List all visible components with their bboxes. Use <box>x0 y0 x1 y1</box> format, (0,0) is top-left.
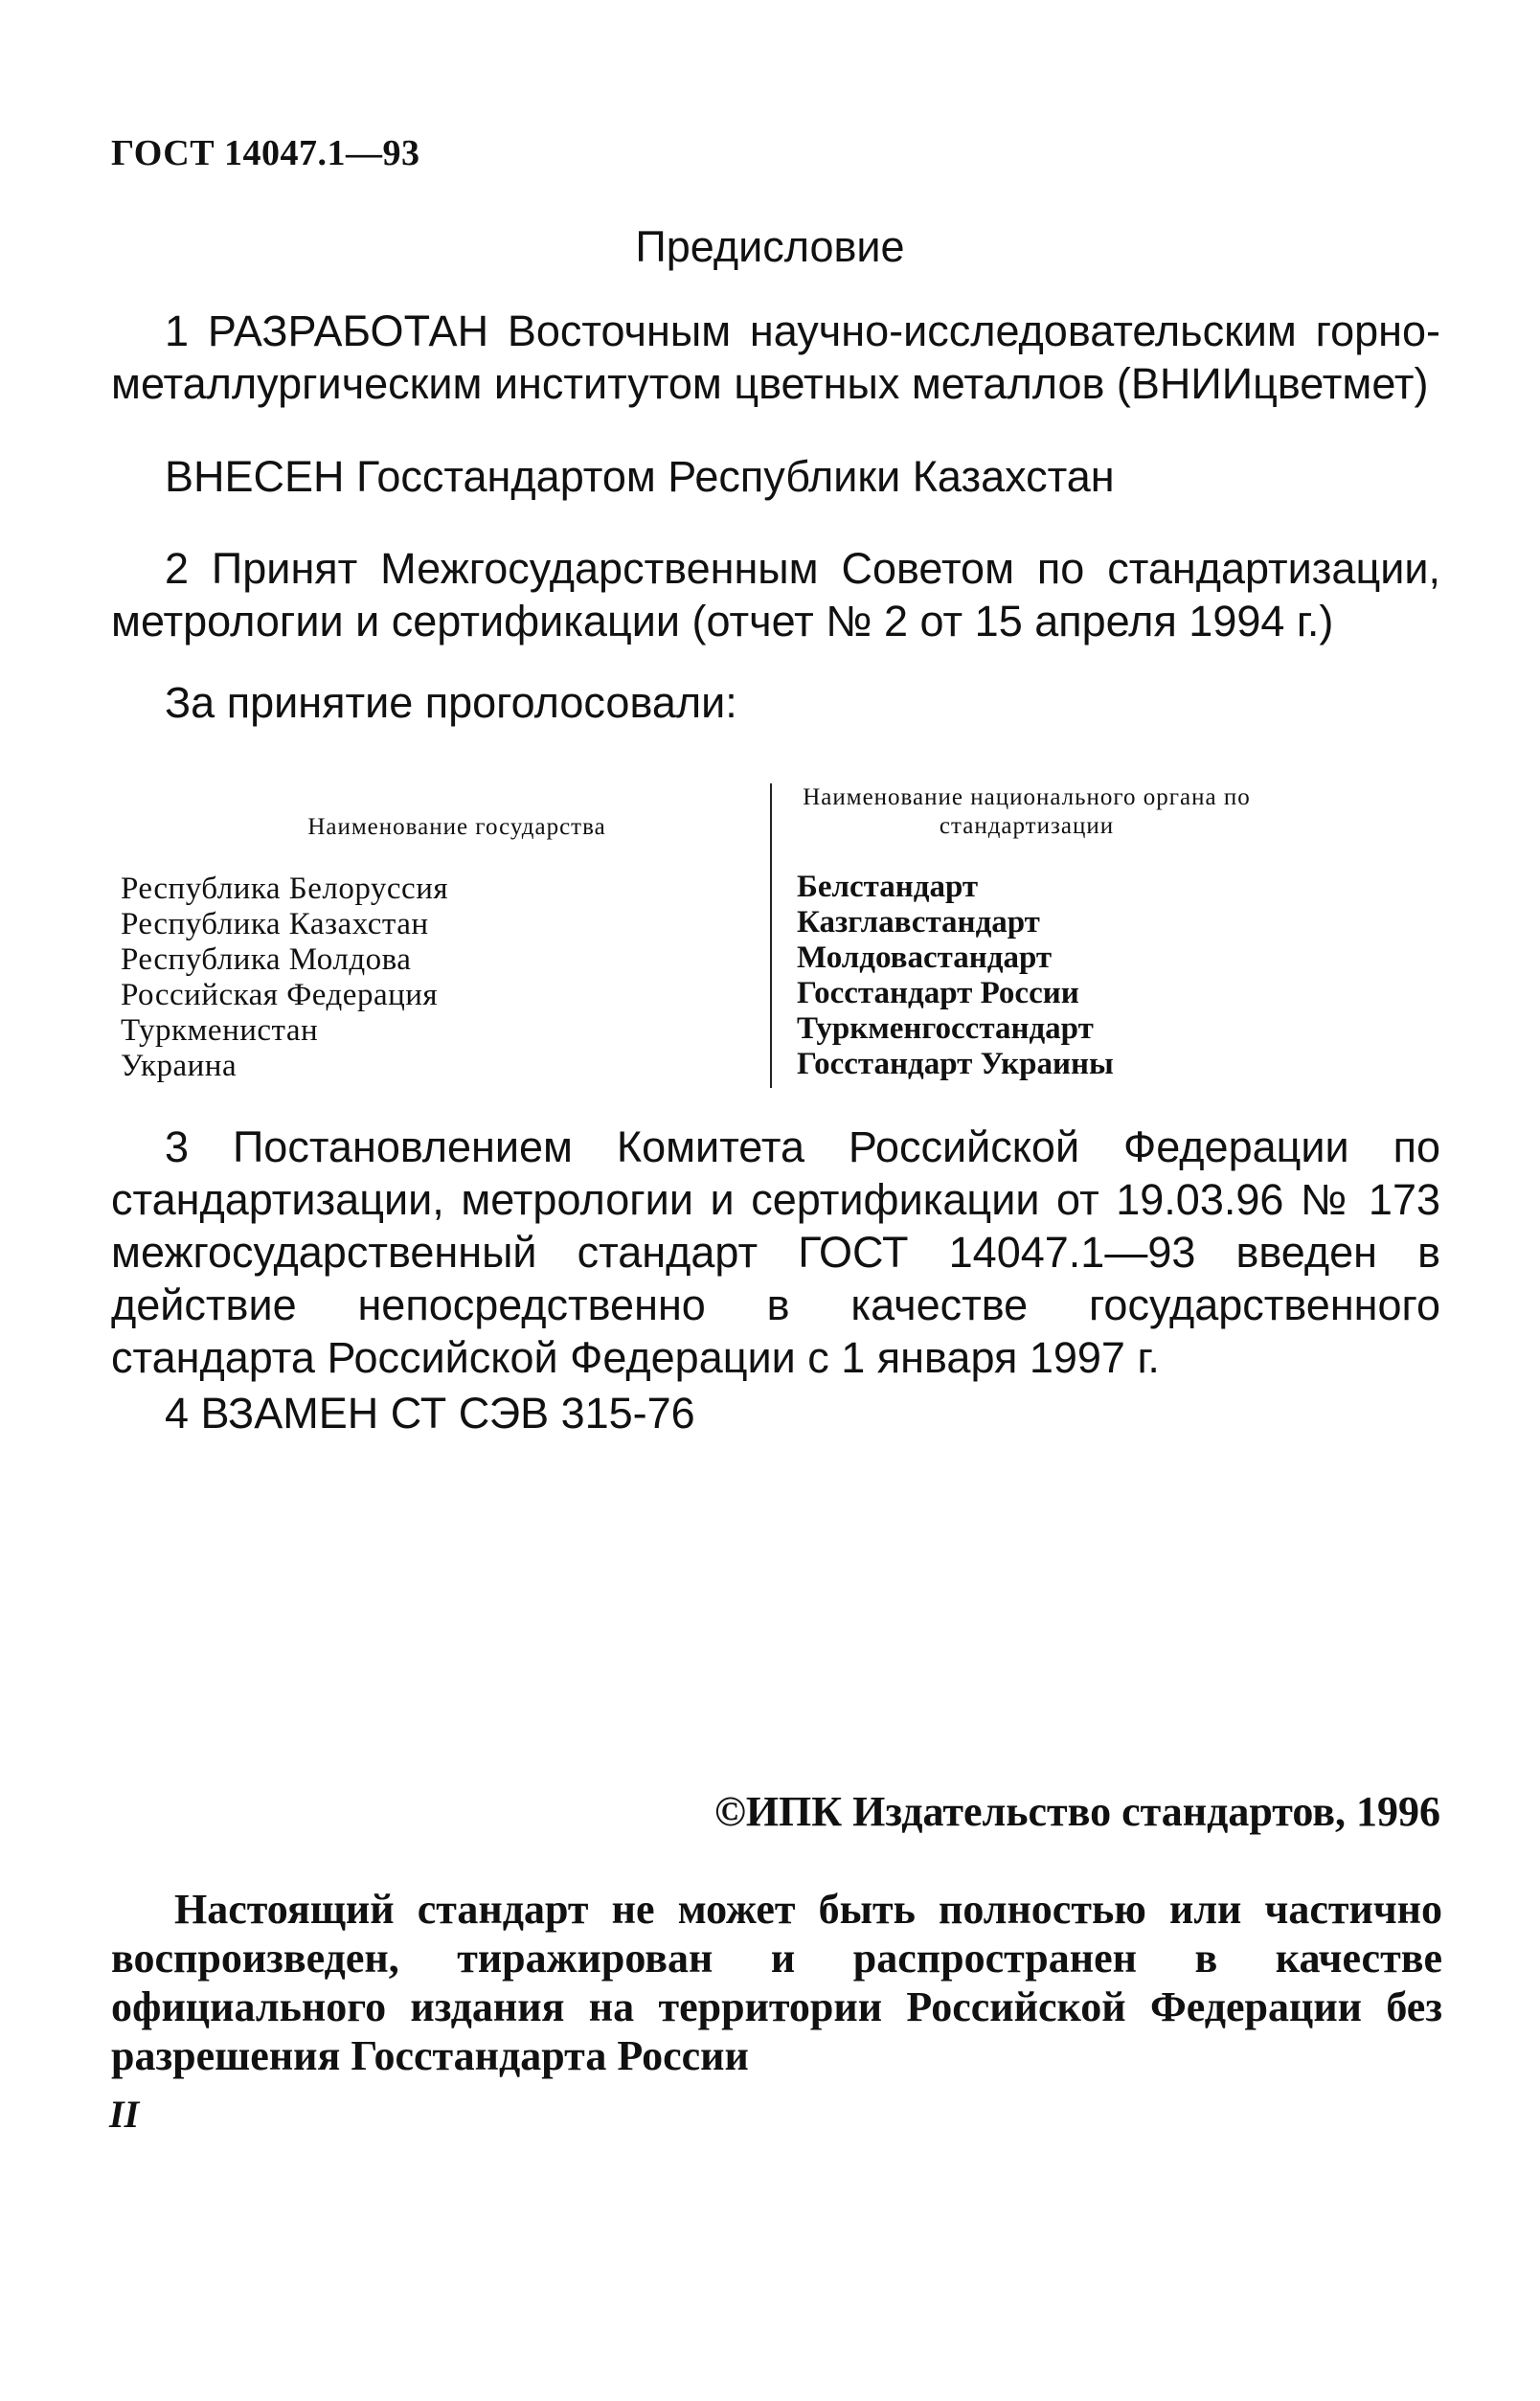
state-name: Туркменистан <box>121 1013 319 1048</box>
state-list <box>121 872 764 1084</box>
paragraph-voted-intro: За принятие проголосовали: <box>165 678 737 727</box>
page-number: II <box>109 2093 140 2136</box>
vote-table <box>121 783 1251 1088</box>
state-name: Республика Молдова <box>121 942 412 977</box>
standards-body-name: Госстандарт Украины <box>797 1047 1114 1081</box>
copyright-line: ©ИПК Издательство стандартов, 1996 <box>713 1788 1440 1835</box>
paragraph-introduced: ВНЕСЕН Госстандартом Республики Казахстан <box>165 452 1115 501</box>
state-name: Республика Белоруссия <box>121 872 449 906</box>
standards-body-name: Казглавстандарт <box>797 905 1040 940</box>
vote-table-body-column <box>797 783 1251 1082</box>
state-name: Российская Федерация <box>121 978 439 1012</box>
paragraph-replaces: 4 ВЗАМЕН СТ СЭВ 315-76 <box>165 1389 695 1438</box>
page-title: Предисловие <box>635 222 905 271</box>
state-name: Республика Казахстан <box>121 907 429 941</box>
reproduction-notice: Настоящий стандарт не может быть полностью или частично воспроизведен, тиражирован и распространен в качестве официального издания на территории Российской Федерации без разрешения Госстандарта России <box>111 1886 1442 2079</box>
vote-table-divider <box>770 783 772 1088</box>
standards-body-name: Молдовастандарт <box>797 940 1053 975</box>
standards-body-name: Госстандарт России <box>797 976 1079 1010</box>
document-id: ГОСТ 14047.1—93 <box>111 133 420 173</box>
vote-table-state-column <box>121 783 764 1084</box>
paragraph-decree: 3 Постановлением Комитета Российской Федерации по стандартизации, метрологии и сертификации от 19.03.96 № 173 межгосударственный стандарт ГОСТ 14047.1—93 введен в действие непосредственно в качестве государственного стандарта Российской Федерации с 1 января 1997 г. <box>111 1122 1440 1382</box>
state-name: Украина <box>121 1049 238 1083</box>
standards-body-name: Туркменгосстандарт <box>797 1011 1094 1046</box>
standards-body-list <box>797 870 1199 1082</box>
vote-table-state-header: Наименование государства <box>307 814 606 840</box>
paragraph-developed: 1 РАЗРАБОТАН Восточным научно-исследовательским горно-металлургическим институтом цветных металлов (ВНИИцветмет) <box>111 306 1440 408</box>
paragraph-adopted: 2 Принят Межгосударственным Советом по стандартизации, метрологии и сертификации (отчет № 2 от 15 апреля 1994 г.) <box>111 544 1440 646</box>
standards-body-name: Белстандарт <box>797 870 979 904</box>
vote-table-body-header: Наименование национального органа по стандартизации <box>803 784 1251 839</box>
